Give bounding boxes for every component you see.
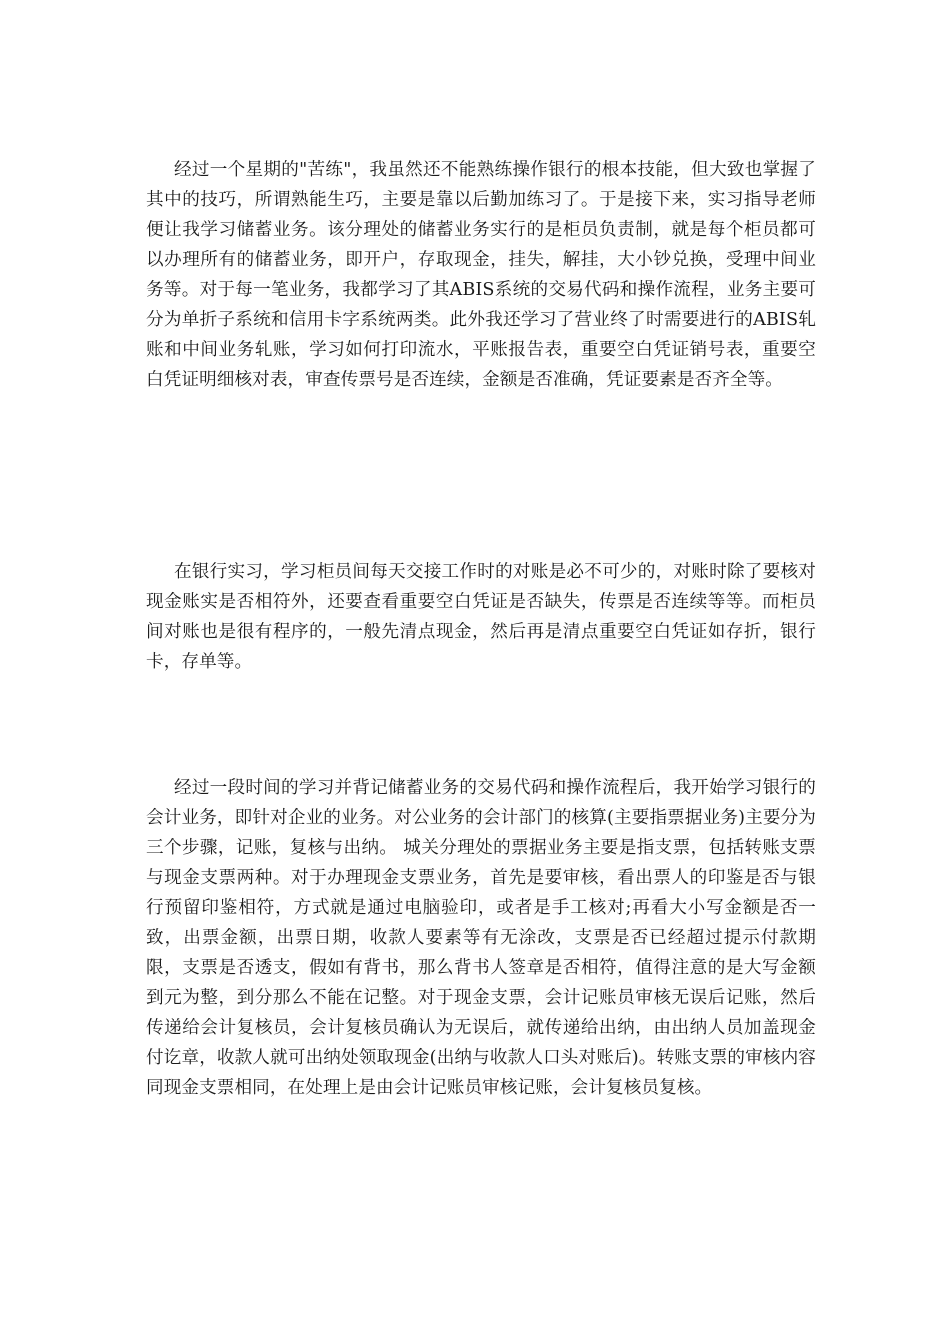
paragraph-savings-business: 经过一个星期的"苦练"，我虽然还不能熟练操作银行的根本技能，但大致也掌握了其中的技巧，所谓熟能生巧，主要是靠以后勤加练习了。于是接下来，实习指导老师便让我学习储蓄业务。该分理处的储蓄业务实行的是柜员负责制，就是每个柜员都可以办理所有的储蓄业务，即开户，存取现金，挂失，解挂，大小钞兑换，受理中间业务等。对于每一笔业务，我都学习了其ABIS系统的交易代码和操作流程，业务主要可分为单折子系统和信用卡字系统两类。此外我还学习了营业终了时需要进行的ABIS轧账和中间业务轧账，学习如何打印流水，平账报告表，重要空白凭证销号表，重要空白凭证明细核对表，审查传票号是否连续，金额是否准确，凭证要素是否齐全等。 [146,160,816,390]
paragraph-teller-reconciliation: 在银行实习，学习柜员间每天交接工作时的对账是必不可少的，对账时除了要核对现金账实是否相符外，还要查看重要空白凭证是否缺失，传票是否连续等等。而柜员间对账也是很有程序的，一般先清点现金，然后再是清点重要空白凭证如存折，银行卡，存单等。 [146,562,816,672]
paragraph-accounting-business: 经过一段时间的学习并背记储蓄业务的交易代码和操作流程后，我开始学习银行的会计业务，即针对企业的业务。对公业务的会计部门的核算(主要指票据业务)主要分为三个步骤，记账，复核与出纳。 城关分理处的票据业务主要是指支票，包括转账支票与现金支票两种。对于办理现金支票业务，首先是要审核，看出票人的印鉴是否与银行预留印鉴相符，方式就是通过电脑验印，或者是手工核对;再看大小写金额是否一致，出票金额，出票日期，收款人要素等有无涂改，支票是否已经超过提示付款期限，支票是否透支，假如有背书，那么背书人签章是否相符，值得注意的是大写金额到元为整，到分那么不能在记整。对于现金支票，会计记账员审核无误后记账，然后传递给会计复核员，会计复核员确认为无误后，就传递给出纳，由出纳人员加盖现金付讫章，收款人就可出纳处领取现金(出纳与收款人口头对账后)。转账支票的审核内容同现金支票相同，在处理上是由会计记账员审核记账，会计复核员复核。 [146,778,816,1098]
